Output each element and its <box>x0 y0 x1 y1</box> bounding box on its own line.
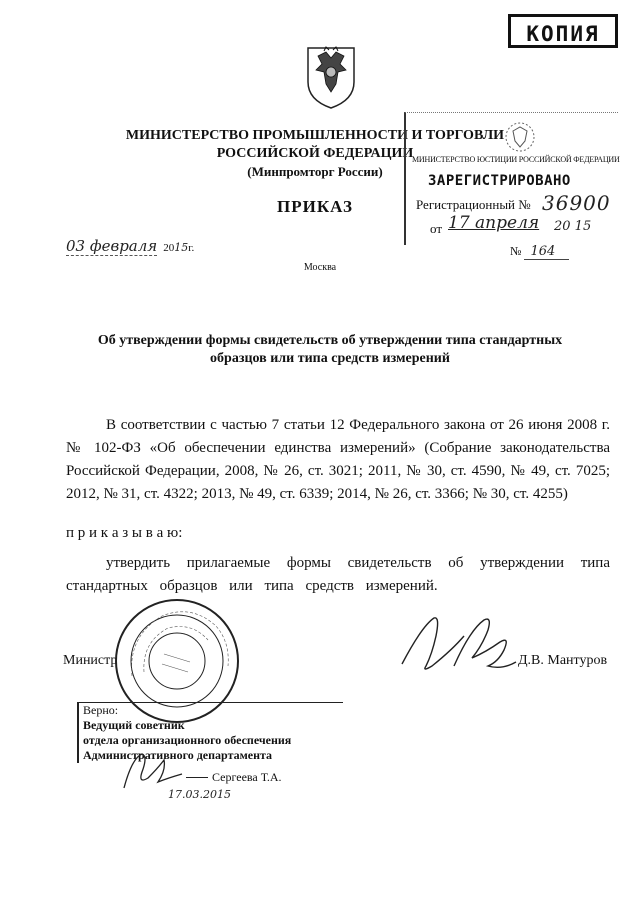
order-number-value: 164 <box>524 244 569 260</box>
document-type: ПРИКАЗ <box>277 197 353 216</box>
ministry-name-line1: МИНИСТЕРСТВО ПРОМЫШЛЕННОСТИ И ТОРГОВЛИ <box>125 128 505 143</box>
signatory-position: Министр <box>63 653 118 668</box>
ministry-short-name: (Минпромторг России) <box>247 164 383 179</box>
order-year-handwritten: 15 <box>174 241 189 254</box>
registration-ministry: МИНИСТЕРСТВО ЮСТИЦИИ РОССИЙСКОЙ ФЕДЕРАЦИИ <box>412 155 620 164</box>
registration-status: ЗАРЕГИСТРИРОВАНО <box>428 173 571 189</box>
ministry-name-line2: РОССИЙСКОЙ ФЕДЕРАЦИИ <box>216 146 414 161</box>
certification-verno: Верно: <box>83 703 119 717</box>
certification-block <box>77 702 343 763</box>
certification-line1: Ведущий советник <box>83 718 185 732</box>
body-paragraph-1: В соответствии с частью 7 статьи 12 Федерального закона от 26 июня 2008 г. № 102-ФЗ «Об обеспечении единства измерений» (Собрание законодательства Российской Федерации, 2008, № 26, ст. 3021; 2011, № 30, ст. 4590, № 49, ст. 7025; 2012, № 31, ст. 4322; 2013, № 49, ст. 6339; 2014, № 26, ст. 3366; № 30, ст. 4255) <box>66 417 610 502</box>
order-year-suffix: г. <box>188 242 195 254</box>
order-year-prefix: 20 <box>163 242 175 254</box>
registration-year: 20 15 <box>554 219 592 234</box>
signatory-name: Д.В. Мантуров <box>518 653 608 668</box>
emblem-icon <box>501 119 539 155</box>
order-number-label: № <box>510 244 522 258</box>
copy-stamp: КОПИЯ <box>508 14 618 48</box>
certification-line3: Административного департамента <box>83 748 273 762</box>
registration-stamp <box>404 112 618 245</box>
order-date-handwritten: 03 февраля <box>66 237 158 255</box>
registration-date-label: от <box>430 221 443 236</box>
registration-number: 36900 <box>542 191 611 215</box>
order-date <box>66 237 226 257</box>
certification-line2: отдела организационного обеспечения <box>83 733 292 747</box>
body-paragraph-2: утвердить прилагаемые формы свидетельств об утверждении типа стандартных образцов или типа средств измерений. <box>66 555 610 594</box>
registration-date: 17 апреля <box>448 213 540 233</box>
minister-signature-icon <box>392 606 522 676</box>
body-prikazyvayu: п р и к а з ы в а ю: <box>66 525 183 541</box>
document-title-line1: Об утверждении формы свидетельств об утверждении типа стандартных <box>97 333 563 348</box>
order-number <box>510 244 569 259</box>
order-city: Москва <box>303 262 337 273</box>
certification-date: 17.03.2015 <box>168 788 231 801</box>
coat-of-arms-icon <box>300 42 362 110</box>
certifier-name-row <box>186 768 326 786</box>
registration-number-label: Регистрационный № <box>416 197 531 212</box>
certifier-name: Сергеева Т.А. <box>212 770 282 784</box>
document-title-line2: образцов или типа средств измерений <box>210 351 450 366</box>
